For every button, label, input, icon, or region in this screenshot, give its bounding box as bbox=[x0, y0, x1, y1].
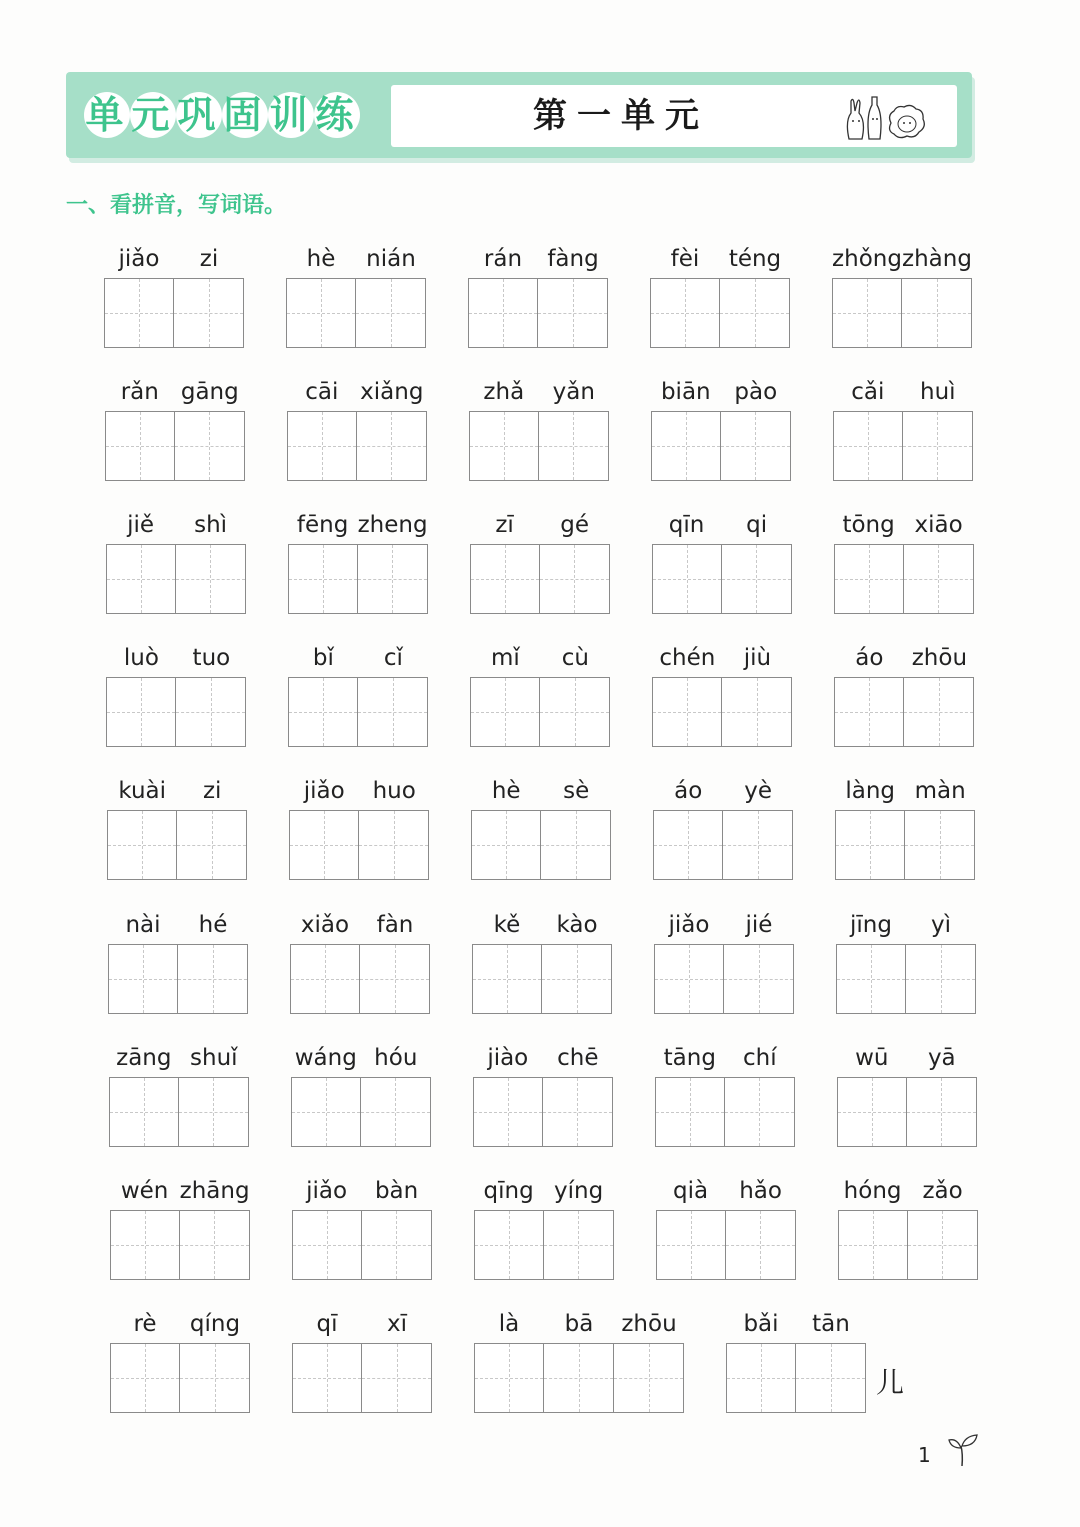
writing-cell[interactable] bbox=[180, 1210, 250, 1280]
writing-cell[interactable] bbox=[726, 1343, 796, 1413]
writing-cell[interactable] bbox=[836, 944, 906, 1014]
pinyin-syllable: tuo bbox=[192, 645, 231, 671]
writing-cell[interactable] bbox=[720, 278, 790, 348]
pinyin-syllable: rán bbox=[483, 246, 523, 272]
pinyin-syllable: jiǎo bbox=[118, 246, 160, 272]
writing-cell[interactable] bbox=[358, 544, 428, 614]
pinyin-syllable: là bbox=[498, 1311, 520, 1337]
writing-boxes bbox=[291, 1077, 431, 1147]
writing-boxes bbox=[652, 677, 792, 747]
pinyin-syllable: téng bbox=[728, 246, 782, 272]
pinyin-syllable: yíng bbox=[554, 1178, 604, 1204]
writing-boxes bbox=[288, 544, 428, 614]
pinyin-syllable: tāng bbox=[663, 1045, 716, 1071]
writing-boxes bbox=[655, 1077, 795, 1147]
pinyin-syllable: zhǒng bbox=[832, 246, 902, 272]
pinyin-syllable: rè bbox=[133, 1311, 157, 1337]
pinyin-syllable: zhāng bbox=[179, 1178, 250, 1204]
writing-cell[interactable] bbox=[110, 1343, 180, 1413]
pinyin-syllable: jiě bbox=[127, 512, 155, 538]
pinyin-syllable: áo bbox=[855, 645, 884, 671]
pinyin-syllable: qi bbox=[746, 512, 768, 538]
writing-boxes bbox=[287, 411, 427, 481]
pinyin-syllable: fàng bbox=[547, 246, 599, 272]
writing-boxes bbox=[108, 944, 248, 1014]
writing-cell[interactable] bbox=[838, 1210, 908, 1280]
writing-boxes bbox=[474, 1210, 614, 1280]
pinyin-syllable: mǐ bbox=[490, 645, 520, 671]
writing-cell[interactable] bbox=[356, 278, 426, 348]
writing-cell[interactable] bbox=[362, 1210, 432, 1280]
sprout-icon bbox=[945, 1432, 981, 1468]
writing-cell[interactable] bbox=[652, 544, 722, 614]
writing-cell[interactable] bbox=[106, 544, 176, 614]
writing-cell[interactable] bbox=[905, 810, 975, 880]
writing-cell[interactable] bbox=[722, 677, 792, 747]
pinyin-syllable: làng bbox=[845, 778, 896, 804]
pinyin-syllable: zhōu bbox=[621, 1311, 677, 1337]
pinyin-syllable: fēng bbox=[296, 512, 349, 538]
pinyin-syllable: cǎi bbox=[851, 379, 885, 405]
writing-cell[interactable] bbox=[834, 544, 904, 614]
writing-cell[interactable] bbox=[542, 944, 612, 1014]
pinyin-syllable: chē bbox=[557, 1045, 599, 1071]
writing-boxes bbox=[654, 944, 794, 1014]
writing-cell[interactable] bbox=[652, 677, 722, 747]
pinyin-syllable: bàn bbox=[374, 1178, 419, 1204]
writing-boxes bbox=[471, 810, 611, 880]
pinyin-syllable: shuǐ bbox=[190, 1045, 238, 1071]
writing-boxes bbox=[726, 1343, 866, 1413]
pinyin-syllable: jié bbox=[745, 912, 773, 938]
writing-boxes bbox=[286, 278, 426, 348]
writing-boxes bbox=[833, 411, 973, 481]
writing-boxes bbox=[650, 278, 790, 348]
writing-cell[interactable] bbox=[832, 278, 902, 348]
badge-char: 巩 bbox=[177, 93, 221, 137]
writing-cell[interactable] bbox=[360, 944, 430, 1014]
writing-boxes bbox=[653, 810, 793, 880]
pinyin-syllable: kuài bbox=[118, 778, 167, 804]
writing-cell[interactable] bbox=[289, 810, 359, 880]
badge-char: 练 bbox=[315, 93, 359, 137]
writing-cell[interactable] bbox=[474, 1343, 544, 1413]
pinyin-syllable: qīng bbox=[483, 1178, 534, 1204]
pinyin-syllable: zi bbox=[202, 778, 222, 804]
writing-cell[interactable] bbox=[468, 278, 538, 348]
writing-cell[interactable] bbox=[292, 1210, 362, 1280]
word-suffix: 儿 bbox=[876, 1366, 905, 1399]
writing-cell[interactable] bbox=[541, 810, 611, 880]
writing-cell[interactable] bbox=[108, 944, 178, 1014]
writing-boxes bbox=[651, 411, 791, 481]
pinyin-syllable: tōng bbox=[842, 512, 895, 538]
writing-boxes bbox=[473, 1077, 613, 1147]
writing-cell[interactable] bbox=[834, 677, 904, 747]
badge-char: 训 bbox=[269, 93, 313, 137]
writing-boxes bbox=[837, 1077, 977, 1147]
pinyin-syllable: jīng bbox=[850, 912, 892, 938]
writing-boxes bbox=[292, 1210, 432, 1280]
writing-cell[interactable] bbox=[358, 677, 428, 747]
writing-cell[interactable] bbox=[653, 810, 723, 880]
pinyin-syllable: xiǎo bbox=[300, 912, 350, 938]
pinyin-syllable: rǎn bbox=[120, 379, 159, 405]
writing-boxes bbox=[110, 1343, 250, 1413]
pinyin-syllable: yè bbox=[744, 778, 773, 804]
pinyin-syllable: nài bbox=[125, 912, 161, 938]
pinyin-syllable: tān bbox=[812, 1311, 850, 1337]
writing-cell[interactable] bbox=[540, 677, 610, 747]
pinyin-syllable: zhàng bbox=[902, 246, 972, 272]
writing-cell[interactable] bbox=[359, 810, 429, 880]
pinyin-syllable: jiù bbox=[743, 645, 772, 671]
pinyin-syllable: zǎo bbox=[922, 1178, 963, 1204]
writing-cell[interactable] bbox=[288, 677, 358, 747]
writing-boxes bbox=[835, 810, 975, 880]
writing-cell[interactable] bbox=[179, 1077, 249, 1147]
pinyin-syllable: kě bbox=[493, 912, 521, 938]
writing-boxes bbox=[109, 1077, 249, 1147]
writing-cell[interactable] bbox=[544, 1343, 614, 1413]
writing-cell[interactable] bbox=[469, 411, 539, 481]
unit-review-badge bbox=[84, 86, 374, 144]
writing-cell[interactable] bbox=[362, 1343, 432, 1413]
writing-boxes bbox=[468, 278, 608, 348]
writing-cell[interactable] bbox=[721, 411, 791, 481]
pinyin-syllable: bā bbox=[564, 1311, 594, 1337]
pinyin-syllable: bǎi bbox=[743, 1311, 779, 1337]
pinyin-syllable: luò bbox=[123, 645, 159, 671]
pinyin-syllable: zheng bbox=[357, 512, 428, 538]
writing-boxes bbox=[105, 411, 245, 481]
writing-cell[interactable] bbox=[908, 1210, 978, 1280]
writing-boxes bbox=[469, 411, 609, 481]
writing-boxes bbox=[292, 1343, 432, 1413]
writing-cell[interactable] bbox=[654, 944, 724, 1014]
pinyin-syllable: qī bbox=[316, 1311, 338, 1337]
pinyin-syllable: màn bbox=[914, 778, 966, 804]
writing-boxes bbox=[470, 544, 610, 614]
writing-cell[interactable] bbox=[109, 1077, 179, 1147]
pinyin-syllable: hè bbox=[491, 778, 521, 804]
writing-cell[interactable] bbox=[796, 1343, 866, 1413]
pinyin-syllable: yì bbox=[930, 912, 951, 938]
writing-cell[interactable] bbox=[177, 810, 247, 880]
pinyin-syllable: jiǎo bbox=[306, 1178, 348, 1204]
writing-cell[interactable] bbox=[106, 677, 176, 747]
pinyin-syllable: hé bbox=[198, 912, 228, 938]
writing-cell[interactable] bbox=[110, 1210, 180, 1280]
writing-boxes bbox=[288, 677, 428, 747]
writing-cell[interactable] bbox=[614, 1343, 684, 1413]
writing-boxes bbox=[470, 677, 610, 747]
pinyin-syllable: yā bbox=[927, 1045, 956, 1071]
writing-cell[interactable] bbox=[470, 544, 540, 614]
pinyin-syllable: chí bbox=[742, 1045, 777, 1071]
badge-char: 单 bbox=[85, 93, 129, 137]
badge-char: 固 bbox=[223, 93, 267, 137]
pinyin-syllable: hǎo bbox=[739, 1178, 782, 1204]
pinyin-syllable: hóu bbox=[374, 1045, 418, 1071]
pinyin-syllable: cǐ bbox=[383, 645, 403, 671]
unit-title-box bbox=[391, 85, 957, 147]
pinyin-syllable: cāi bbox=[305, 379, 339, 405]
pinyin-syllable: wén bbox=[120, 1178, 169, 1204]
pinyin-syllable: nián bbox=[366, 246, 416, 272]
writing-cell[interactable] bbox=[835, 810, 905, 880]
pinyin-syllable: zāng bbox=[116, 1045, 172, 1071]
pinyin-syllable: jiǎo bbox=[303, 778, 345, 804]
writing-cell[interactable] bbox=[291, 1077, 361, 1147]
writing-boxes bbox=[474, 1343, 684, 1413]
writing-boxes bbox=[652, 544, 792, 614]
pinyin-syllable: qíng bbox=[189, 1311, 241, 1337]
writing-cell[interactable] bbox=[290, 944, 360, 1014]
writing-boxes bbox=[472, 944, 612, 1014]
pinyin-syllable: sè bbox=[563, 778, 590, 804]
writing-cell[interactable] bbox=[470, 677, 540, 747]
writing-cell[interactable] bbox=[655, 1077, 725, 1147]
pinyin-syllable: wáng bbox=[294, 1045, 357, 1071]
writing-cell[interactable] bbox=[178, 944, 248, 1014]
writing-cell[interactable] bbox=[722, 544, 792, 614]
writing-cell[interactable] bbox=[286, 278, 356, 348]
pinyin-syllable: qià bbox=[673, 1178, 709, 1204]
writing-cell[interactable] bbox=[105, 411, 175, 481]
writing-cell[interactable] bbox=[174, 278, 244, 348]
pinyin-syllable: qīn bbox=[668, 512, 705, 538]
writing-cell[interactable] bbox=[176, 544, 246, 614]
writing-cell[interactable] bbox=[837, 1077, 907, 1147]
writing-cell[interactable] bbox=[176, 677, 246, 747]
writing-cell[interactable] bbox=[904, 544, 974, 614]
writing-boxes bbox=[832, 278, 972, 348]
writing-cell[interactable] bbox=[180, 1343, 250, 1413]
writing-cell[interactable] bbox=[656, 1210, 726, 1280]
writing-cell[interactable] bbox=[724, 944, 794, 1014]
writing-cell[interactable] bbox=[833, 411, 903, 481]
writing-cell[interactable] bbox=[726, 1210, 796, 1280]
writing-cell[interactable] bbox=[540, 544, 610, 614]
pinyin-syllable: bǐ bbox=[312, 645, 334, 671]
writing-cell[interactable] bbox=[544, 1210, 614, 1280]
writing-cell[interactable] bbox=[292, 1343, 362, 1413]
pinyin-syllable: fàn bbox=[376, 912, 414, 938]
writing-cell[interactable] bbox=[104, 278, 174, 348]
writing-boxes bbox=[289, 810, 429, 880]
pinyin-syllable: áo bbox=[674, 778, 703, 804]
writing-cell[interactable] bbox=[903, 411, 973, 481]
pinyin-syllable: xiǎng bbox=[360, 379, 424, 405]
writing-boxes bbox=[110, 1210, 250, 1280]
pinyin-syllable: chén bbox=[659, 645, 716, 671]
writing-cell[interactable] bbox=[723, 810, 793, 880]
pinyin-syllable: zhōu bbox=[911, 645, 968, 671]
writing-cell[interactable] bbox=[539, 411, 609, 481]
pinyin-syllable: xī bbox=[386, 1311, 407, 1337]
pinyin-syllable: huo bbox=[372, 778, 416, 804]
writing-cell[interactable] bbox=[361, 1077, 431, 1147]
pinyin-syllable: xiāo bbox=[914, 512, 963, 538]
pinyin-syllable: zī bbox=[495, 512, 514, 538]
pinyin-syllable: yǎn bbox=[552, 379, 595, 405]
writing-boxes bbox=[106, 677, 246, 747]
writing-boxes bbox=[656, 1210, 796, 1280]
writing-cell[interactable] bbox=[907, 1077, 977, 1147]
pinyin-syllable: hóng bbox=[843, 1178, 902, 1204]
writing-boxes bbox=[107, 810, 247, 880]
writing-boxes bbox=[838, 1210, 978, 1280]
pinyin-syllable: fèi bbox=[670, 246, 700, 272]
pinyin-syllable: shì bbox=[194, 512, 228, 538]
pinyin-syllable: kào bbox=[556, 912, 598, 938]
writing-cell[interactable] bbox=[175, 411, 245, 481]
pinyin-syllable: zi bbox=[199, 246, 219, 272]
pinyin-syllable: biān bbox=[660, 379, 711, 405]
pinyin-syllable: zhǎ bbox=[483, 379, 525, 405]
writing-cell[interactable] bbox=[902, 278, 972, 348]
writing-cell[interactable] bbox=[650, 278, 720, 348]
pinyin-syllable: gé bbox=[560, 512, 589, 538]
writing-cell[interactable] bbox=[288, 544, 358, 614]
writing-boxes bbox=[104, 278, 244, 348]
writing-cell[interactable] bbox=[474, 1210, 544, 1280]
writing-cell[interactable] bbox=[473, 1077, 543, 1147]
writing-boxes bbox=[106, 544, 246, 614]
writing-cell[interactable] bbox=[357, 411, 427, 481]
writing-cell[interactable] bbox=[906, 944, 976, 1014]
pinyin-syllable: jiǎo bbox=[668, 912, 710, 938]
unit-banner bbox=[66, 72, 972, 158]
pinyin-syllable: huì bbox=[920, 379, 956, 405]
pinyin-syllable: pào bbox=[734, 379, 778, 405]
page-number: 1 bbox=[918, 1443, 931, 1467]
pinyin-syllable: gāng bbox=[180, 379, 239, 405]
section-heading: 一、看拼音，写词语。 bbox=[66, 193, 287, 218]
writing-cell[interactable] bbox=[725, 1077, 795, 1147]
pinyin-syllable: jiào bbox=[487, 1045, 529, 1071]
writing-boxes bbox=[834, 544, 974, 614]
writing-boxes bbox=[290, 944, 430, 1014]
unit-title: 第一单元 bbox=[533, 96, 709, 136]
mascot-icon bbox=[839, 91, 939, 143]
writing-cell[interactable] bbox=[471, 810, 541, 880]
writing-cell[interactable] bbox=[904, 677, 974, 747]
pinyin-syllable: cù bbox=[561, 645, 589, 671]
writing-boxes bbox=[836, 944, 976, 1014]
pinyin-syllable: wū bbox=[855, 1045, 889, 1071]
writing-boxes bbox=[834, 677, 974, 747]
writing-cell[interactable] bbox=[107, 810, 177, 880]
badge-char: 元 bbox=[131, 93, 175, 137]
writing-cell[interactable] bbox=[538, 278, 608, 348]
pinyin-syllable: hè bbox=[306, 246, 336, 272]
writing-cell[interactable] bbox=[287, 411, 357, 481]
writing-cell[interactable] bbox=[543, 1077, 613, 1147]
writing-cell[interactable] bbox=[472, 944, 542, 1014]
writing-cell[interactable] bbox=[651, 411, 721, 481]
